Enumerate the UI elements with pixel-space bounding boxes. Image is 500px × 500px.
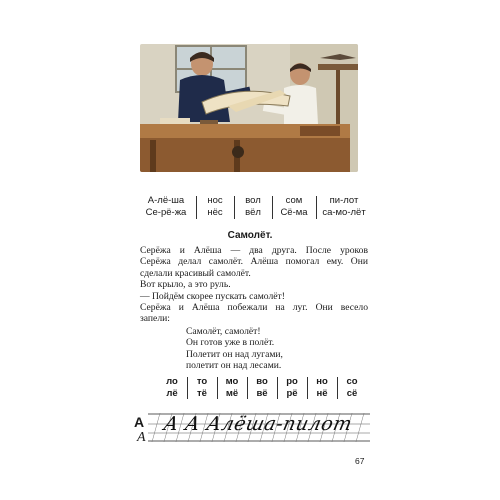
syllable-pair-grid (160, 376, 365, 400)
syllable: то (196, 376, 208, 387)
pair-column (160, 376, 184, 399)
story-title: Самолёт. (227, 230, 273, 241)
cursive-word: А А Алёша-пилот (161, 413, 355, 435)
column-divider (217, 377, 218, 399)
pair-column (340, 376, 364, 399)
syllable: Сё-ма (280, 207, 308, 218)
poem-line: полетит он над лесами. (186, 360, 282, 372)
syllable: тё (197, 387, 207, 399)
syllable: сом (285, 195, 303, 206)
syllable: вё (256, 387, 268, 399)
syllable: нёс (207, 207, 223, 218)
syllable: но (316, 376, 328, 387)
syllable: вёл (245, 207, 261, 218)
column-divider (272, 196, 273, 219)
story-text (140, 245, 368, 325)
story-line: Серёжа и Алёша побежали на луг. Они весело (140, 302, 368, 314)
syllable-column (141, 195, 191, 219)
pair-column (220, 376, 244, 399)
column-divider (277, 377, 278, 399)
syllable: рё (286, 387, 298, 399)
syllable: ло (166, 376, 178, 387)
syllable: мо (225, 376, 239, 387)
syllable: Се-рё-жа (145, 207, 187, 218)
story-line: — Пойдём скорее пускать самолёт! (140, 290, 285, 302)
syllable-column (276, 195, 312, 219)
syllable: со (346, 376, 358, 387)
syllable: са-мо-лёт (322, 207, 366, 218)
print-letter: А (134, 414, 145, 430)
pair-column (310, 376, 334, 399)
page-number: 67 (355, 456, 365, 466)
syllable-column (201, 195, 229, 219)
story-line: сделали красивый самолёт. (140, 267, 251, 279)
column-divider (196, 196, 197, 219)
story-line: Вот крыло, а это руль. (140, 279, 231, 291)
syllable: мё (225, 387, 239, 399)
syllable: нё (316, 387, 328, 399)
illustration-boys-building-airplane (140, 44, 358, 172)
syllable: ро (286, 376, 298, 387)
syllable: нос (207, 195, 223, 206)
syllable: во (256, 376, 268, 387)
pair-column (250, 376, 274, 399)
pair-column (280, 376, 304, 399)
column-divider (234, 196, 235, 219)
column-divider (337, 377, 338, 399)
poem-line: Он готов уже в полёт. (186, 337, 275, 349)
syllable: сё (346, 387, 358, 399)
syllable: пи-лот (329, 195, 359, 206)
syllable: лё (166, 387, 178, 399)
column-divider (187, 377, 188, 399)
story-line: запели: (140, 313, 170, 325)
poem (186, 326, 366, 372)
column-divider (247, 377, 248, 399)
column-divider (316, 196, 317, 219)
syllable: А-лё-ша (147, 195, 185, 206)
pair-column (190, 376, 214, 399)
column-divider (307, 377, 308, 399)
story-line: Серёжа делал самолёт. Алёша помогал ему. Они (140, 256, 368, 268)
poem-line: Самолёт, самолёт! (186, 326, 261, 337)
syllable-column (320, 195, 368, 219)
story-line: Серёжа и Алёша — два друга. После уроков (140, 245, 368, 256)
poem-line: Полетит он над лугами, (186, 348, 283, 360)
cursive-letter: А (137, 430, 146, 445)
syllable-column (239, 195, 267, 219)
syllable: вол (245, 195, 261, 206)
